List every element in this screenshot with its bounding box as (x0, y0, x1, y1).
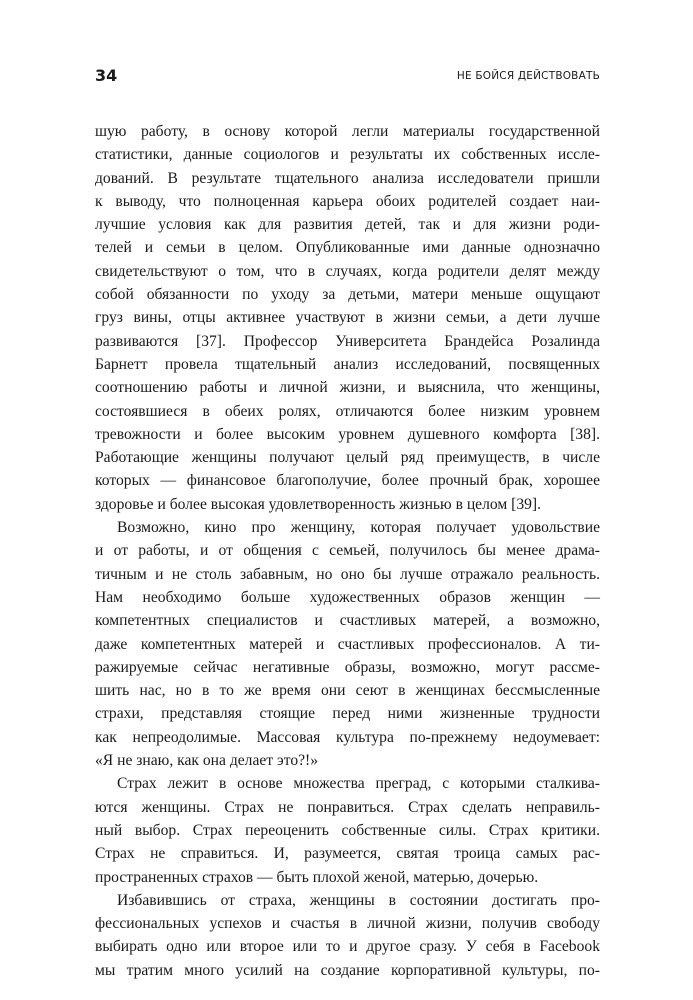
text-line: дований. В результате тщательного анализа исследователи пришли (95, 169, 600, 187)
text-line: состоявшиеся в обеих ролях, отличаются более низким уровнем (95, 402, 600, 420)
text-line: ный выбор. Страх переоценить собственные силы. Страх критики. (95, 821, 600, 839)
text-line: выбирать одно или второе или то и другое сразу. У себя в Facebook (95, 938, 600, 956)
page-number: 34 (95, 66, 118, 85)
text-line: Барнетт провела тщательный анализ исследований, посвященных (95, 355, 600, 373)
text-line: ражируемые сейчас негативные образы, возможно, могут рассме- (95, 658, 600, 676)
text-line: Работающие женщины получают целый ряд преимуществ, в числе (95, 449, 600, 467)
text-line: груз вины, отцы активнее участвуют в жизни семьи, а дети лучше (95, 309, 600, 327)
text-line: Страх не справиться. И, разумеется, святая троица самых рас- (95, 845, 600, 863)
text-line: фессиональных успехов и счастья в личной жизни, получив свободу (95, 915, 600, 933)
paragraph-first-line: Возможно, кино про женщину, которая получает удовольствие (117, 519, 600, 537)
text-line: лучшие условия как для развития детей, так и для жизни роди- (95, 216, 600, 234)
text-line: к выводу, что полноценная карьера обоих родителей создает наи- (95, 192, 600, 210)
text-line: даже компетентных матерей и счастливых профессионалов. А ти- (95, 635, 600, 653)
text-line: пространенных страхов — быть плохой женой, матерью, дочерью. (95, 868, 539, 886)
text-line: страхи, представляя стоящие перед ними жизненные трудности (95, 705, 600, 723)
page-header (95, 66, 600, 86)
running-title: НЕ БОЙСЯ ДЕЙСТВОВАТЬ (456, 70, 600, 82)
text-line: тичным и не столь забавным, но оно бы лучше отражало реальность. (95, 565, 600, 583)
text-line: которых — финансовое благополучие, более прочный брак, хорошее (95, 472, 600, 490)
text-line: как непреодолимые. Массовая культура по-прежнему недоумевает: (95, 728, 600, 746)
body-text (95, 120, 600, 982)
text-line: шить нас, но в то же время они сеют в женщинах бессмысленные (95, 682, 600, 700)
text-line: и от работы, и от общения с семьей, получилось бы менее драма- (95, 542, 600, 560)
text-line: телей и семьи в целом. Опубликованные ими данные однозначно (95, 239, 600, 257)
text-line: здоровье и более высокая удовлетворенность жизнью в целом [39]. (95, 495, 542, 513)
text-line: компетентных специалистов и счастливых матерей, а возможно, (95, 612, 600, 630)
text-line: развиваются [37]. Профессор Университета Брандейса Розалинда (95, 332, 600, 350)
text-line: собой обязанности по уходу за детьми, матери меньше ощущают (95, 286, 600, 304)
text-line: соотношению работы и личной жизни, и выяснила, что женщины, (95, 379, 600, 397)
text-line: «Я не знаю, как она делает это?!» (95, 752, 319, 770)
paragraph-first-line: Избавившись от страха, женщины в состоянии достигать про- (117, 891, 600, 909)
text-line: ются женщины. Страх не понравиться. Страх сделать неправиль- (95, 798, 600, 816)
text-line: свидетельствуют о том, что в случаях, когда родители делят между (95, 262, 600, 280)
text-line: статистики, данные социологов и результаты их собственных иссле- (95, 146, 600, 164)
text-line: тревожности и более высоким уровнем душевного комфорта [38]. (95, 425, 600, 443)
paragraph-first-line: Страх лежит в основе множества преград, с которыми сталкива- (117, 775, 600, 793)
text-line: Нам необходимо больше художественных образов женщин — (95, 588, 600, 606)
text-line: шую работу, в основу которой легли материалы государственной (95, 123, 600, 140)
text-line: мы тратим много усилий на создание корпоративной культуры, по- (95, 961, 600, 979)
